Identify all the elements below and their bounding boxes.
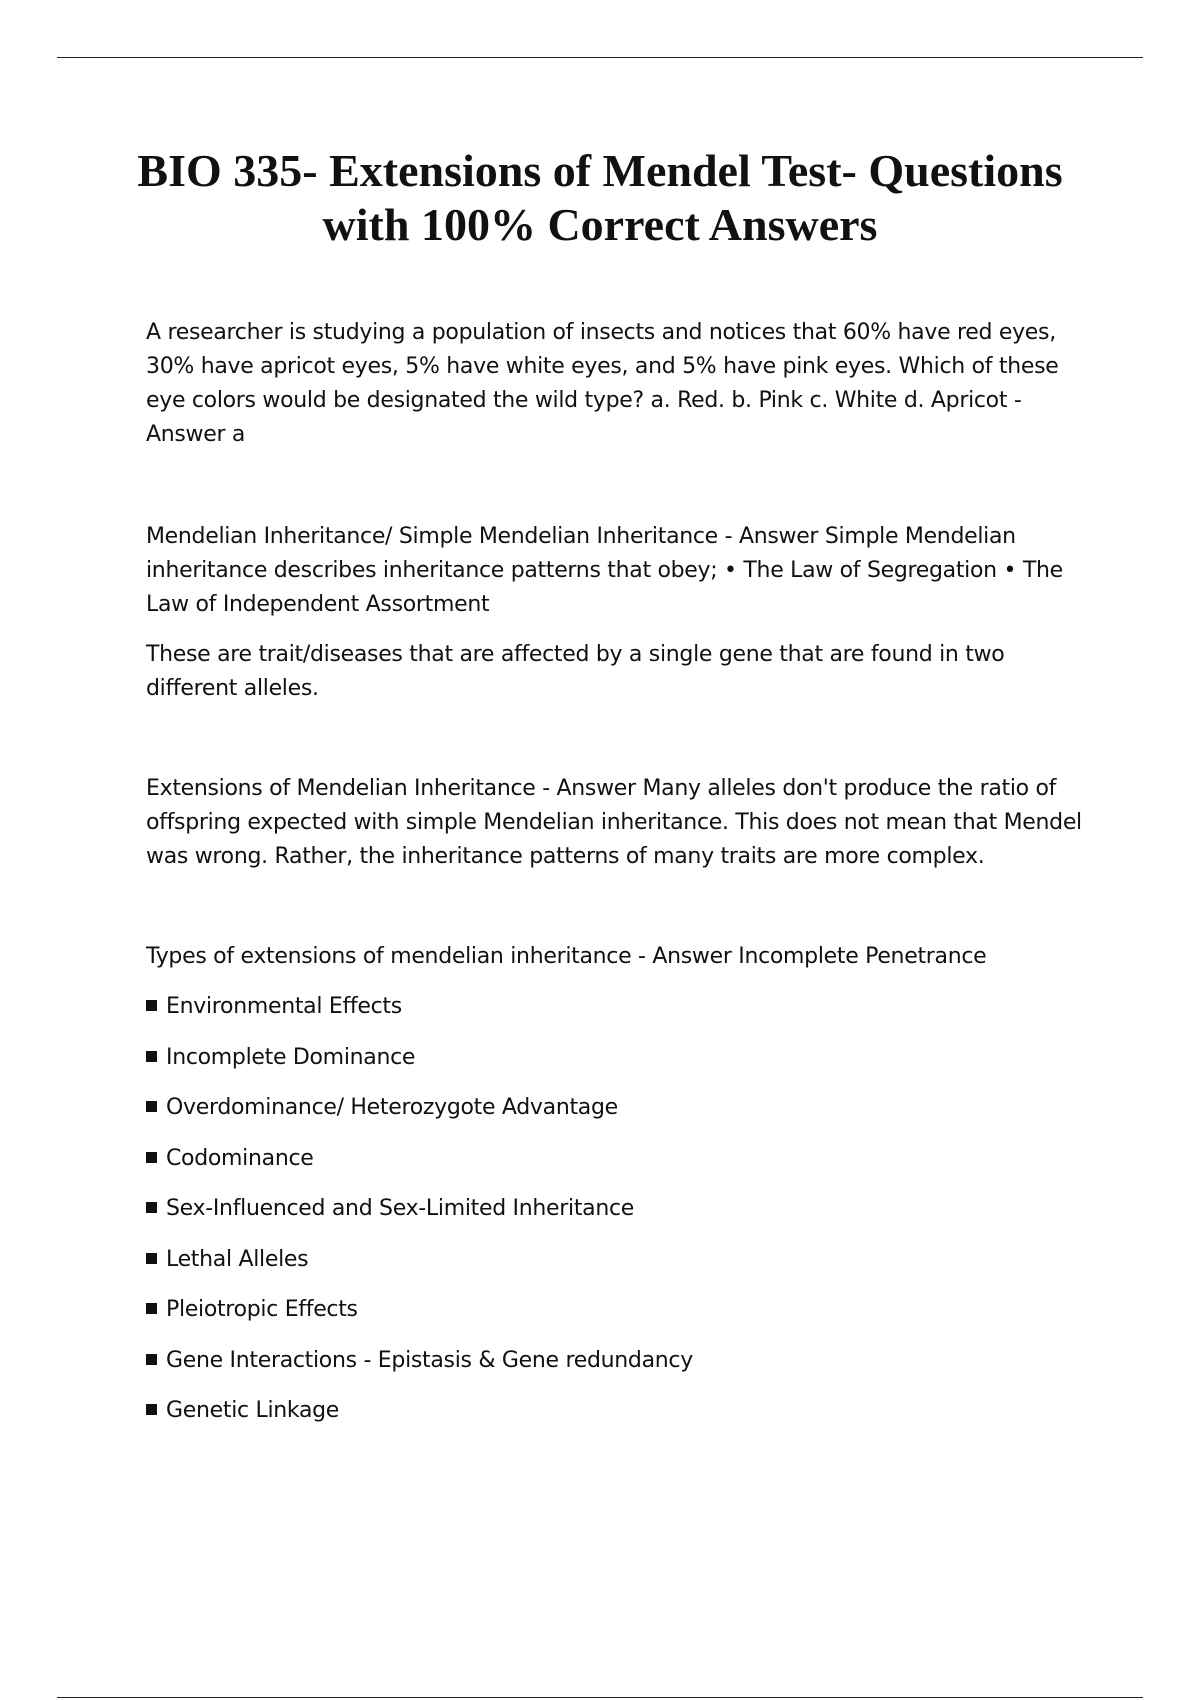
list-item: Genetic Linkage [146,1394,1096,1428]
document-body [146,316,1096,1445]
list-item: Incomplete Dominance [146,1041,1096,1075]
square-bullet-icon [146,1152,157,1163]
square-bullet-icon [146,1404,157,1415]
square-bullet-icon [146,1000,157,1011]
square-bullet-icon [146,1051,157,1062]
footer-rule [57,1697,1143,1698]
question-simple-mendelian: Mendelian Inheritance/ Simple Mendelian Inheritance - Answer Simple Mendelian inheritance describes inheritance patterns that obey; • The Law of Segregation • The Law of Independent Assortment [146,524,1063,617]
square-bullet-icon [146,1202,157,1213]
list-item: Pleiotropic Effects [146,1293,1096,1327]
title-line-2: with 100% Correct Answers [322,199,878,250]
square-bullet-icon [146,1354,157,1365]
title-line-1: BIO 335- Extensions of Mendel Test- Questions [137,145,1063,196]
list-item: Codominance [146,1142,1096,1176]
question-types-of-extensions: Types of extensions of mendelian inheritance - Answer Incomplete Penetrance [146,944,987,969]
list-item: Sex-Influenced and Sex-Limited Inheritance [146,1192,1096,1226]
list-item: Environmental Effects [146,990,1096,1024]
question-wild-type: A researcher is studying a population of insects and notices that 60% have red eyes, 30% have apricot eyes, 5% have white eyes, and 5% have pink eyes. Which of these eye colors would be designated the wild type? a. Red. b. Pink c. White d. Apricot - Answer a [146,320,1059,447]
question-simple-mendelian-continued: These are trait/diseases that are affected by a single gene that are found in two different alleles. [146,642,1005,701]
square-bullet-icon [146,1253,157,1264]
list-item: Lethal Alleles [146,1243,1096,1277]
question-extensions: Extensions of Mendelian Inheritance - Answer Many alleles don't produce the ratio of offspring expected with simple Mendelian inheritance. This does not mean that Mendel was wrong. Rather, the inheritance patterns of many traits are more complex. [146,776,1082,869]
square-bullet-icon [146,1101,157,1112]
extensions-bullet-list [146,990,1096,1428]
square-bullet-icon [146,1303,157,1314]
document-title [120,144,1080,252]
header-rule [57,57,1143,58]
list-item: Overdominance/ Heterozygote Advantage [146,1091,1096,1125]
list-item: Gene Interactions - Epistasis & Gene redundancy [146,1344,1096,1378]
